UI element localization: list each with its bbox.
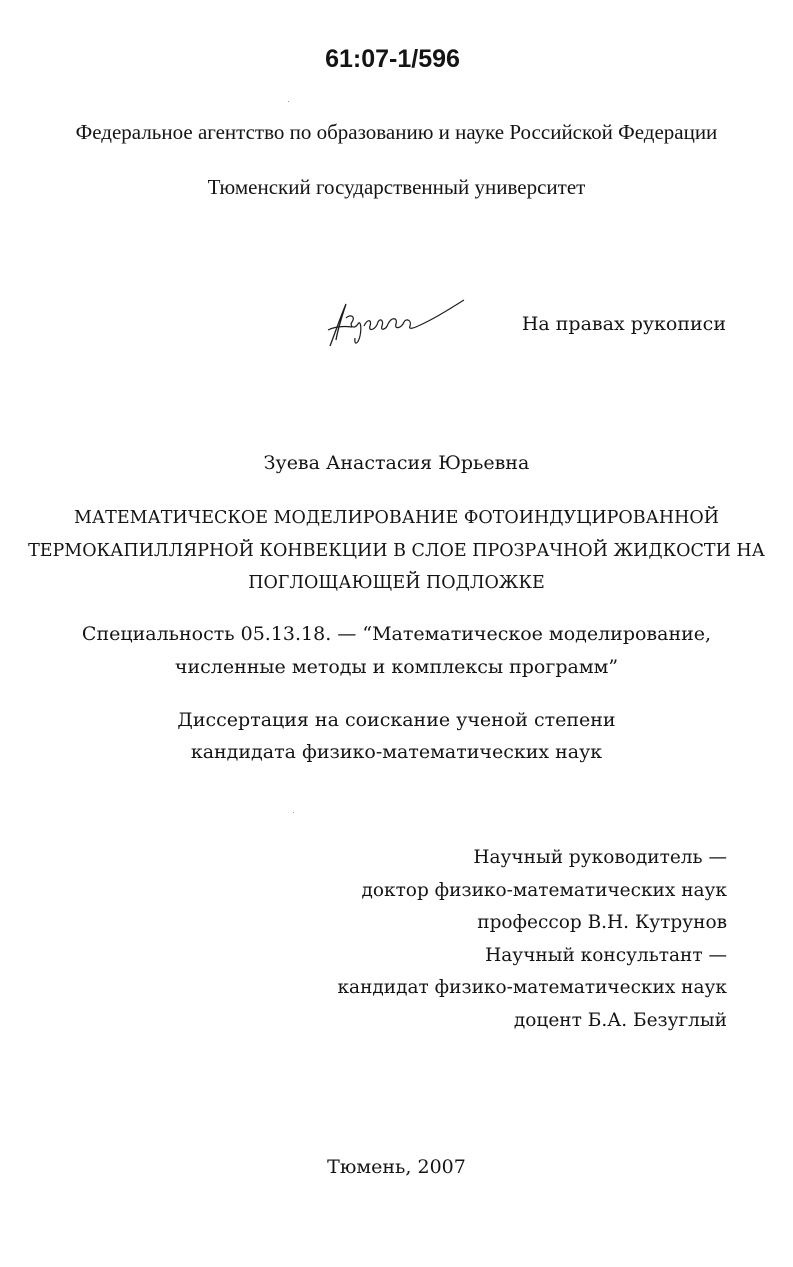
agency-name: Федеральное агентство по образованию и науке Российской Федерации	[75, 120, 718, 144]
title-line-2: ТЕРМОКАПИЛЛЯРНОЙ КОНВЕКЦИИ В СЛОЕ ПРОЗРАЧНОЙ ЖИДКОСТИ НА	[28, 541, 765, 561]
title-line-3: ПОГЛОЩАЮЩЕЙ ПОДЛОЖКЕ	[248, 573, 545, 593]
specialty-line-1: Специальность 05.13.18. — “Математическое моделирование,	[81, 623, 712, 645]
consultant-line-3: доцент Б.А. Безуглый	[513, 1010, 727, 1031]
scan-speck	[293, 812, 294, 813]
specialty-line-2: численные методы и комплексы программ”	[174, 656, 619, 678]
author-name: Зуева Анастасия Юрьевна	[263, 452, 530, 474]
supervisor-line-2: доктор физико-математических наук	[361, 880, 727, 901]
city-year: Тюмень, 2007	[327, 1156, 466, 1178]
document-code: 61:07-1/596	[325, 45, 460, 73]
dissertation-line-1: Диссертация на соискание ученой степени	[177, 709, 616, 731]
supervisor-line-1: Научный руководитель —	[473, 847, 727, 868]
title-line-1: МАТЕМАТИЧЕСКОЕ МОДЕЛИРОВАНИЕ ФОТОИНДУЦИРОВАННОЙ	[73, 508, 720, 528]
consultant-line-1: Научный консультант —	[485, 945, 727, 966]
dissertation-line-2: кандидата физико-математических наук	[190, 741, 603, 763]
consultant-line-2: кандидат физико-математических наук	[337, 977, 727, 998]
manuscript-rights-note: На правах рукописи	[521, 313, 726, 335]
supervisor-line-3: профессор В.Н. Кутрунов	[477, 912, 727, 933]
signature-image	[322, 296, 467, 351]
university-name: Тюменский государственный университет	[207, 175, 586, 199]
scan-speck	[288, 101, 289, 102]
